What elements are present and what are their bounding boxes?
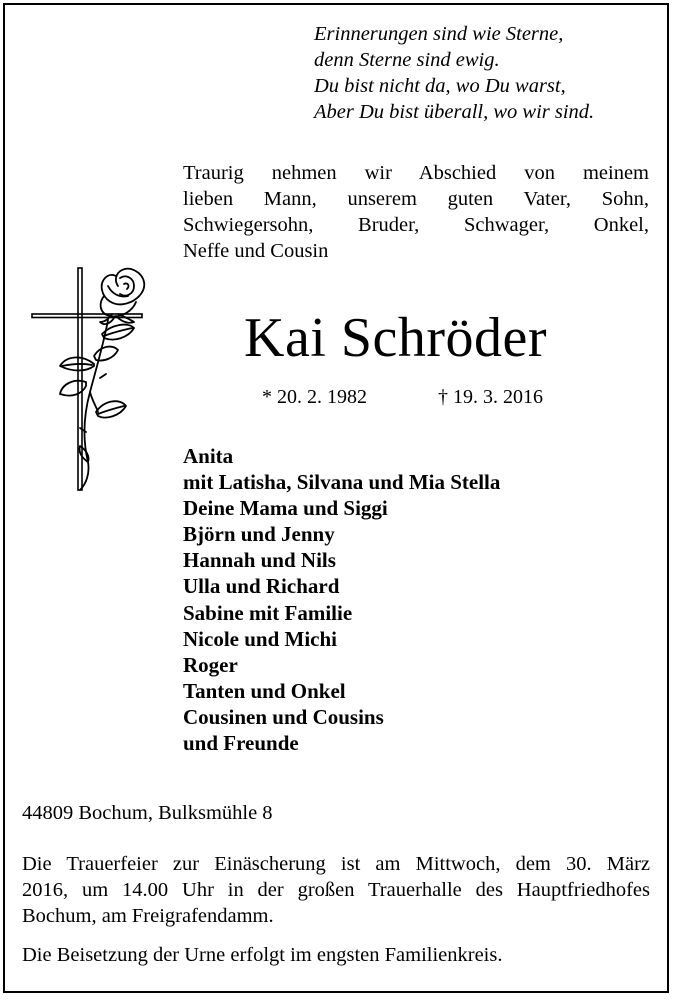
- mourner-entry: Deine Mama und Siggi: [183, 496, 388, 521]
- intro-line: lieben Mann, unserem guten Vater, Sohn,: [183, 188, 649, 210]
- poem-line: Du bist nicht da, wo Du warst,: [314, 75, 566, 97]
- poem-line: Aber Du bist überall, wo wir sind.: [314, 101, 595, 123]
- mourner-entry: Björn und Jenny: [183, 522, 335, 547]
- mourner-entry: Hannah und Nils: [183, 548, 336, 573]
- intro-line: Traurig nehmen wir Abschied von meinem: [183, 162, 649, 184]
- mourner-entry: Ulla und Richard: [183, 574, 340, 599]
- mourner-entry: Nicole und Michi: [183, 626, 338, 651]
- mourner-entry: Sabine mit Familie: [183, 600, 353, 625]
- deceased-name: Kai Schröder: [244, 307, 548, 369]
- intro-line: Schwiegersohn, Bruder, Schwager, Onkel,: [183, 214, 649, 236]
- service-line: 2016, um 14.00 Uhr in der großen Trauerhalle des Hauptfriedhofes: [22, 879, 650, 901]
- death-date: † 19. 3. 2016: [438, 386, 543, 408]
- intro-text: [183, 160, 649, 264]
- poem-line: Erinnerungen sind wie Sterne,: [314, 23, 564, 45]
- birth-date: * 20. 2. 1982: [262, 386, 367, 408]
- intro-line: Neffe und Cousin: [183, 240, 329, 262]
- mourner-entry: Roger: [183, 652, 238, 677]
- poem: [314, 21, 659, 125]
- mourner-entry: Tanten und Onkel: [183, 678, 346, 703]
- cross-and-rose-icon: [28, 262, 158, 494]
- life-dates: [262, 384, 543, 410]
- mourner-entry: Anita: [183, 444, 234, 468]
- funeral-service-info: [22, 851, 650, 929]
- mourner-entry: mit Latisha, Silvana und Mia Stella: [183, 470, 501, 495]
- mourner-entry: und Freunde: [183, 731, 299, 756]
- mourner-entry: Cousinen und Cousins: [183, 704, 384, 729]
- mourners-list: [183, 443, 500, 756]
- burial-info: Die Beisetzung der Urne erfolgt im engsten Familienkreis.: [22, 944, 503, 966]
- service-line: Bochum, am Freigrafendamm.: [22, 905, 274, 927]
- poem-line: denn Sterne sind ewig.: [314, 49, 500, 71]
- family-address: 44809 Bochum, Bulksmühle 8: [22, 802, 273, 824]
- service-line: Die Trauerfeier zur Einäscherung ist am Mittwoch, dem 30. März: [22, 853, 650, 875]
